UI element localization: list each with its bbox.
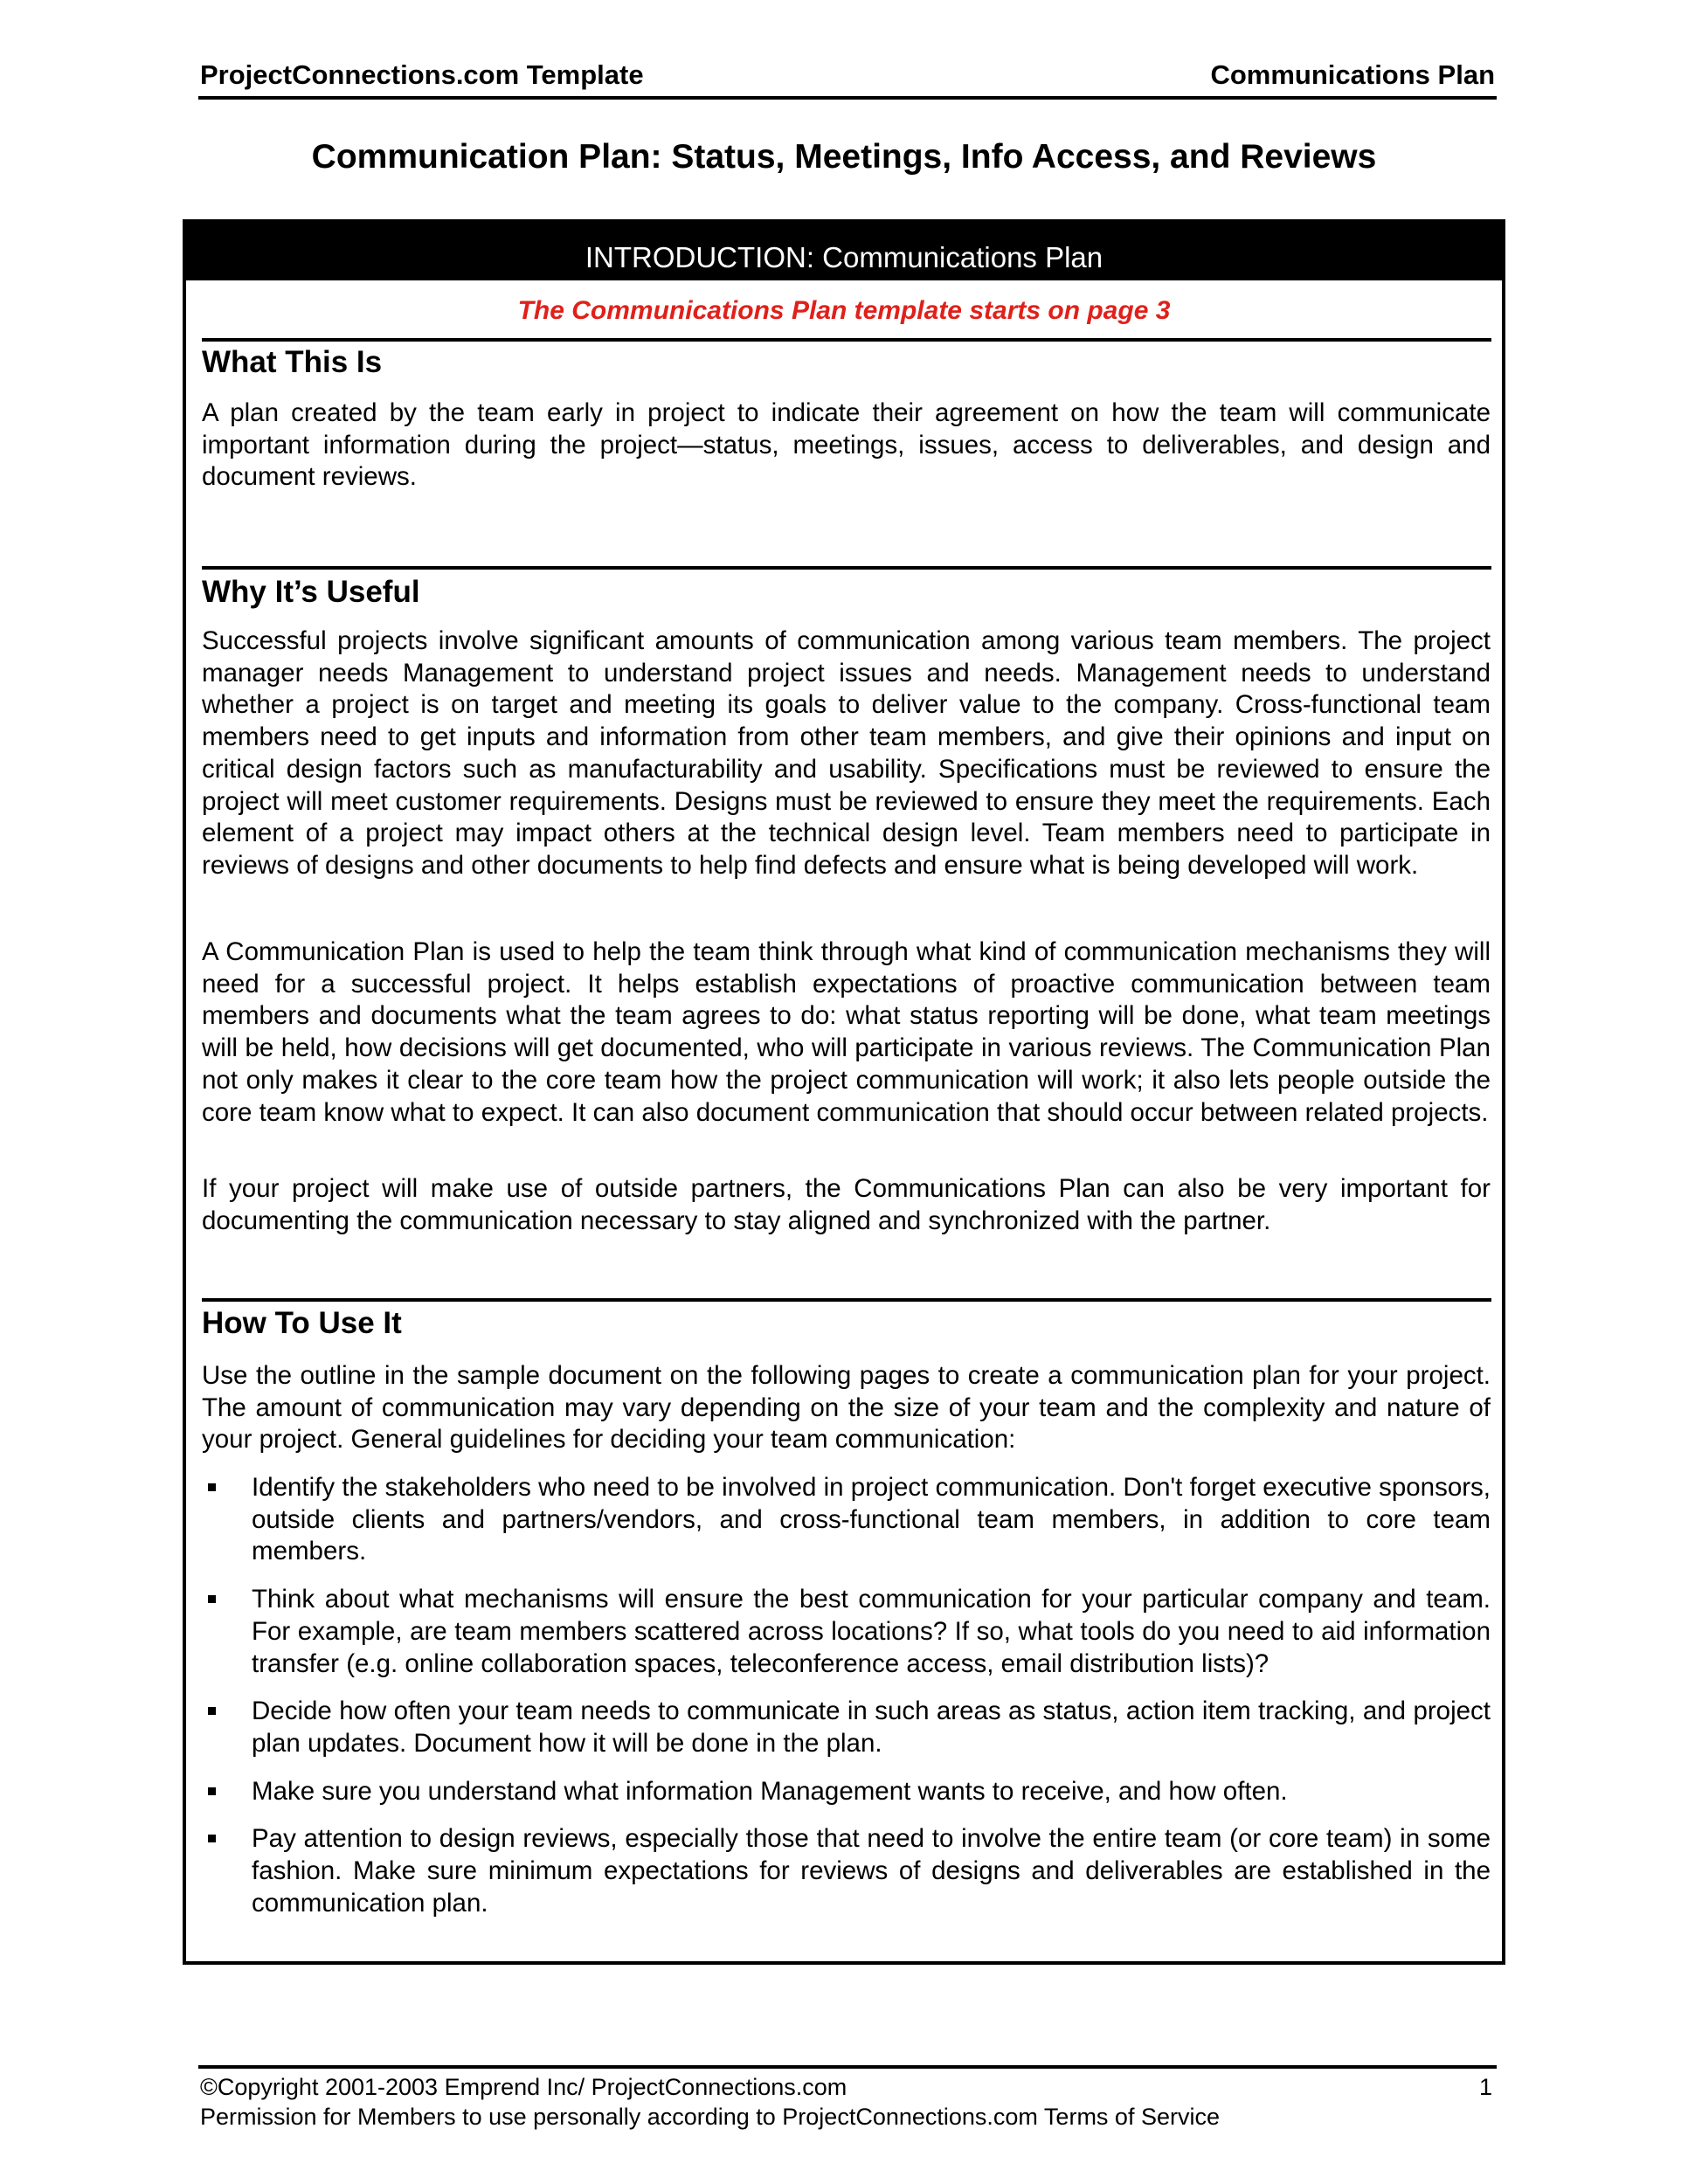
list-item: Identify the stakeholders who need to be involved in project communication. Don't forget executive sponsors, outside clients and partners/vendors, and cross-functional team members, in addition to core team members. bbox=[202, 1472, 1491, 1568]
footer-permission: Permission for Members to use personally according to ProjectConnections.com Terms of Service bbox=[200, 2104, 1220, 2130]
section-heading-why: Why It’s Useful bbox=[202, 575, 420, 609]
footer-copyright: ©Copyright 2001-2003 Emprend Inc/ ProjectConnections.com bbox=[200, 2074, 847, 2100]
why-paragraph-3: If your project will make use of outside partners, the Communications Plan can also be very important for documenting the communication necessary to stay aligned and synchronized with the partner. bbox=[202, 1174, 1491, 1235]
how-paragraph: Use the outline in the sample document on the following pages to create a communication plan for your project. The amount of communication may vary depending on the size of your team and the complexity and nature of your project. General guidelines for deciding your team communication: bbox=[202, 1361, 1491, 1455]
guidelines-list bbox=[202, 1472, 1491, 1935]
header-left-text: ProjectConnections.com Template bbox=[200, 59, 644, 90]
why-paragraph-2: A Communication Plan is used to help the team think through what kind of communication mechanisms they will need for a successful project. It helps establish expectations of proactive communication between team members and documents what the team agrees to do: what status reporting will be done, what team meetings will be held, how decisions will get documented, who will participate in various reviews. The Communication Plan not only makes it clear to the core team how the project communication will work; it also lets people outside the core team know what to expect. It can also document communication that should occur between related projects. bbox=[202, 937, 1491, 1127]
list-item: Pay attention to design reviews, especially those that need to involve the entire team (or core team) in some fashion. Make sure minimum expectations for reviews of designs and deliverables are established in the communication plan. bbox=[202, 1823, 1491, 1919]
page-header bbox=[198, 58, 1497, 100]
section-heading-what: What This Is bbox=[202, 345, 383, 379]
why-paragraph-1: Successful projects involve significant amounts of communication among various team members. The project manager needs Management to understand project issues and needs. Management needs to understand whether a project is on target and meeting its goals to deliver value to the company. Cross-functional team members need to get inputs and information from other team members, and give their opinions and input on critical design factors such as manufacturability and usability. Specifications must be reviewed to ensure the project will meet customer requirements. Designs must be reviewed to ensure they meet the requirements. Each element of a project may impact others at the technical design level. Team members need to participate in reviews of designs and other documents to help find defects and ensure what is being developed will work. bbox=[202, 626, 1491, 880]
section-divider bbox=[202, 338, 1491, 342]
template-start-note: The Communications Plan template starts on page 3 bbox=[517, 296, 1171, 325]
list-item: Make sure you understand what information Management wants to receive, and how often. bbox=[202, 1776, 1491, 1808]
section-heading-how: How To Use It bbox=[202, 1306, 402, 1340]
page-number: 1 bbox=[1478, 2074, 1492, 2100]
introduction-bar: INTRODUCTION: Communications Plan bbox=[186, 223, 1502, 280]
section-divider bbox=[202, 566, 1491, 570]
header-right-text: Communications Plan bbox=[1210, 59, 1495, 90]
footer-divider bbox=[198, 2065, 1497, 2069]
what-paragraph: A plan created by the team early in project to indicate their agreement on how the team will communicate important information during the project—status, meetings, issues, access to deliverables, and design and document reviews. bbox=[202, 398, 1491, 492]
document-title: Communication Plan: Status, Meetings, Info Access, and Reviews bbox=[311, 138, 1377, 176]
list-item: Think about what mechanisms will ensure the best communication for your particular company and team. For example, are team members scattered across locations? If so, what tools do you need to aid information transfer (e.g. online collaboration spaces, teleconference access, email distribution lists)? bbox=[202, 1584, 1491, 1680]
list-item: Decide how often your team needs to communicate in such areas as status, action item tracking, and project plan updates. Document how it will be done in the plan. bbox=[202, 1696, 1491, 1759]
introduction-box bbox=[183, 219, 1505, 1965]
section-divider bbox=[202, 1298, 1491, 1302]
